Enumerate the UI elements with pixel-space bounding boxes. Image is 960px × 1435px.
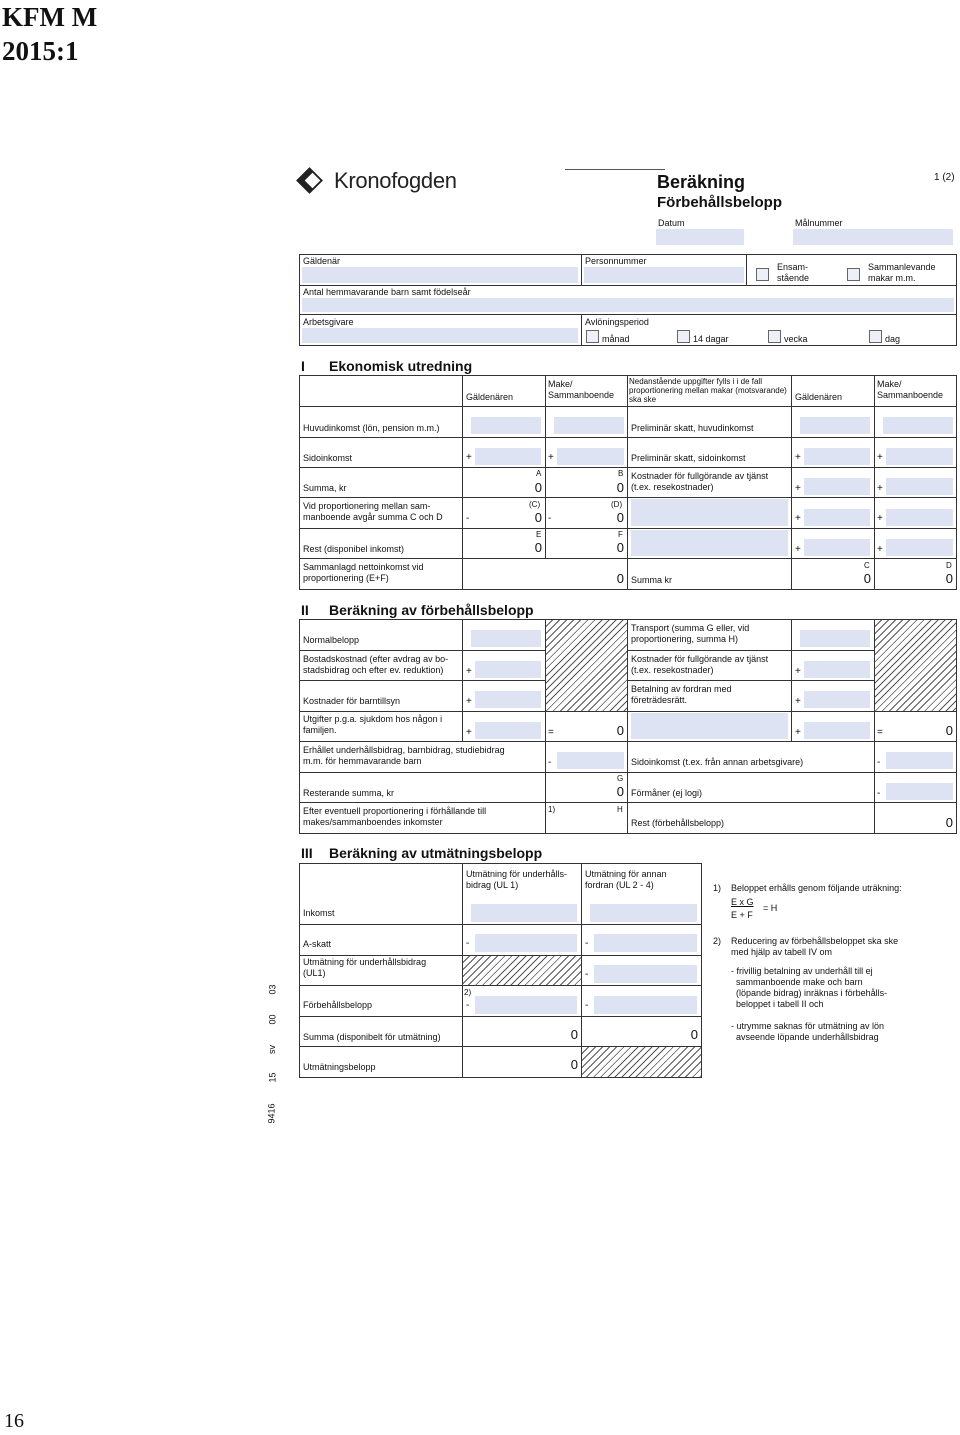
antal-barn-label: Antal hemmavarande barn samt födelseår [303,287,471,297]
side-code: 15 [267,1072,278,1083]
sign: + [795,483,801,494]
s1-kostnader-m[interactable] [886,478,953,495]
s1-prop-c: 0 [534,510,542,525]
period-dag-label: dag [885,334,901,344]
letter-d-paren: (D) [611,500,623,509]
section2-number: II [301,602,309,618]
sign: - [585,969,589,980]
section2-title: Beräkning av förbehållsbelopp [329,602,534,618]
arbetsgivare-label: Arbetsgivare [303,317,354,327]
letter-a: A [536,469,542,478]
letter-g: G [617,774,624,783]
sammanlevande-label: Sammanlevande makar m.m. [868,262,936,283]
s2-row-efter: Efter eventuell proportionering i förhållande till makes/sammanboendes inkomster [303,806,487,827]
s3-askatt-ul2[interactable] [594,934,697,952]
s2-row-normalbelopp: Normalbelopp [303,635,360,645]
s1-note: Nedanstående uppgifter fylls i i de fall proportionering mellan makar (motsvarande) ska ske [629,377,787,404]
period-manad-checkbox[interactable] [586,330,599,343]
sign: + [877,483,883,494]
footnote-2-ref: 2) [464,988,472,997]
sign: - [466,513,470,524]
s2-kostnader-field[interactable] [804,661,870,678]
note-2-number: 2) [713,936,722,946]
s3-forbehall-ul1[interactable] [475,996,577,1014]
hatched-cell [546,620,627,711]
galdenar-label: Gäldenär [303,256,341,266]
s1-sidoinkomst-g[interactable] [475,448,541,465]
s2-sidoinkomst-field[interactable] [886,752,953,769]
section3-number: III [301,845,313,861]
s2-row-barntillsyn: Kostnader för barntillsyn [303,696,401,706]
s2-row-utgifter: Utgifter p.g.a. sjukdom hos någon i familjen. [303,714,443,735]
s1-row-rest: Rest (disponibel inkomst) [303,544,405,554]
s3-row-utmatning-ul1: Utmätning för underhållsbidrag (UL1) [303,957,427,978]
s3-col-ul1: Utmätning för underhålls- bidrag (UL 1) [466,869,568,890]
section1-title: Ekonomisk utredning [329,358,473,374]
s3-inkomst-ul2[interactable] [590,904,697,922]
s1-summa-c: 0 [863,571,871,586]
sign: + [877,544,883,555]
s1-summa-d: 0 [945,571,953,586]
s1-row-sammanlagd: Sammanlagd nettoinkomst vid proportionering (E+F) [303,562,424,583]
s1-extra-field-2[interactable] [631,530,788,556]
kronofogden-logo [298,168,457,194]
s2-row-transport: Transport (summa G eller, vid proportionering, summa H) [631,623,750,644]
s2-row-resterande: Resterande summa, kr [303,788,395,798]
s1-col-galdenaren-right: Gäldenären [795,392,843,402]
sign: + [548,452,554,463]
sign: + [795,696,801,707]
form-title: Beräkning [657,172,746,192]
s2-transport-field[interactable] [800,630,870,647]
s1-row-summa-kr: Summa kr [631,575,673,585]
note-1-result: = H [763,903,778,913]
letter-d: D [946,561,952,570]
sign: - [585,938,589,949]
page-header [2,0,97,68]
s1-row-sidoinkomst: Sidoinkomst [303,453,353,463]
period-dag-checkbox[interactable] [869,330,882,343]
side-code: 9416 [266,1103,277,1124]
hatched-cell [875,620,956,711]
s2-row-erhallet: Erhållet underhållsbidrag, barnbidrag, studiebidrag m.m. för hemmavarande barn [303,745,505,766]
s1-row-prelskatt-huvud: Preliminär skatt, huvudinkomst [631,423,754,433]
s3-col-ul2: Utmätning för annan fordran (UL 2 - 4) [585,869,667,890]
sign: - [548,513,552,524]
note-2-bullet-2: - utrymme saknas för utmätning av lön avseende löpande underhållsbidrag [731,1021,885,1042]
s1-summa-a: 0 [534,480,542,495]
s3-utmatningsbelopp-ul1: 0 [570,1057,578,1072]
personnummer-field[interactable] [584,267,744,283]
sign: + [466,452,472,463]
s3-utmatning-ul2[interactable] [594,965,697,983]
sign: - [877,757,881,768]
sign: = [877,727,883,738]
s2-right-sum: 0 [945,723,953,738]
sign: - [466,938,470,949]
s2-extra-field[interactable] [631,713,788,739]
s1-sammanlagd-value: 0 [616,571,624,586]
s2-resterande-g: 0 [616,784,624,799]
s1-col-make-right: Make/ Sammanboende [877,379,944,400]
s1-prelskatt-sido-g[interactable] [804,448,870,465]
sign: + [466,666,472,677]
s2-row-sidoinkomst: Sidoinkomst (t.ex. från annan arbetsgivare) [631,757,804,767]
form-subtitle: Förbehållsbelopp [657,194,783,211]
s1-huvudinkomst-m[interactable] [554,417,624,434]
galdenar-field[interactable] [302,267,578,283]
period-vecka-label: vecka [784,334,808,344]
s2-row-rest: Rest (förbehållsbelopp) [631,818,725,828]
sign: + [795,452,801,463]
s2-utgifter-sum: 0 [616,723,624,738]
sign: + [795,544,801,555]
s1-col-make: Make/ Sammanboende [548,379,615,400]
letter-e: E [536,530,542,539]
letter-c-paren: (C) [529,500,541,509]
s2-rest-value: 0 [945,815,953,830]
sign: = [548,727,554,738]
s3-inkomst-ul1[interactable] [471,904,577,922]
s2-betalning-field[interactable] [804,691,870,708]
sign: - [585,1000,589,1011]
logo-text: Kronofogden [334,168,457,193]
s1-extra-m-2[interactable] [886,539,953,556]
s2-erhallet-field[interactable] [557,752,624,769]
sign: + [877,452,883,463]
note-1-text: Beloppet erhålls genom följande uträkning: [731,883,902,893]
s1-row-summa: Summa, kr [303,483,347,493]
antal-barn-field[interactable] [302,298,954,312]
s3-row-utmatningsbelopp: Utmätningsbelopp [303,1062,376,1072]
s2-utgifter-field[interactable] [475,722,541,739]
s1-prop-d: 0 [616,510,624,525]
ensam-checkbox[interactable] [756,268,769,281]
s1-extra-m-1[interactable] [886,509,953,526]
side-code: 03 [267,984,278,995]
page-of: 1 (2) [934,172,955,183]
sammanlevande-checkbox[interactable] [847,268,860,281]
s1-sidoinkomst-m[interactable] [557,448,624,465]
malnummer-field[interactable] [793,229,953,245]
s2-formaner-field[interactable] [886,783,953,800]
hatched-cell [582,1047,701,1077]
ensam-label: Ensam- stående [777,262,810,283]
s1-extra-field-1[interactable] [631,499,788,526]
letter-b: B [618,469,624,478]
datum-field[interactable] [656,229,744,245]
s1-col-galdenaren: Gäldenären [466,392,514,402]
sign: - [877,788,881,799]
footnote-1-ref: 1) [548,805,556,814]
s2-row-formaner: Förmåner (ej logi) [631,788,703,798]
hatched-cell [463,956,581,985]
s1-row-proportionering: Vid proportionering mellan sam- manboende avgår summa C och D [303,501,443,522]
header-line-2: 2015:1 [2,36,79,66]
period-manad-label: månad [602,334,630,344]
s1-kostnader-g[interactable] [804,478,870,495]
s1-prelskatt-sido-m[interactable] [886,448,953,465]
s1-summa-b: 0 [616,480,624,495]
s1-row-prelskatt-sido: Preliminär skatt, sidoinkomst [631,453,746,463]
s3-row-inkomst: Inkomst [303,908,335,918]
s1-rest-e: 0 [534,540,542,555]
s3-row-askatt: A-skatt [303,939,332,949]
header-line-1: KFM M [2,2,98,32]
s2-barntillsyn-field[interactable] [475,691,541,708]
section3-title: Beräkning av utmätningsbelopp [329,845,543,861]
s1-huvudinkomst-g[interactable] [471,417,541,434]
sign: + [466,727,472,738]
letter-c: C [864,561,870,570]
side-code: sv [267,1045,277,1054]
s1-rest-f: 0 [616,540,624,555]
s2-row-bostadskostnad: Bostadskostnad (efter avdrag av bo- stadsbidrag och efter ev. reduktion) [303,654,449,675]
sign: + [795,727,801,738]
s3-askatt-ul1[interactable] [475,934,577,952]
letter-f: F [618,530,623,539]
sign: + [466,696,472,707]
s3-summa-ul2: 0 [690,1027,698,1042]
s2-extra-g[interactable] [804,722,870,739]
personnummer-label: Personnummer [585,256,647,266]
arbetsgivare-field[interactable] [302,328,578,343]
side-code: 00 [267,1014,278,1025]
s3-row-forbehallsbelopp: Förbehållsbelopp [303,1000,373,1010]
divider [565,169,665,170]
section1-number: I [301,358,305,374]
letter-h: H [617,805,623,814]
period-14dagar-label: 14 dagar [693,334,729,344]
s3-forbehall-ul2[interactable] [594,996,697,1014]
s2-row-betalning: Betalning av fordran med företrädesrätt. [631,684,732,705]
period-14dagar-checkbox[interactable] [677,330,690,343]
note-1-numerator: E x G [731,897,754,907]
avloningsperiod-label: Avlöningsperiod [585,317,649,327]
note-1-denominator: E + F [731,910,753,920]
datum-label: Datum [658,218,685,228]
page-number: 16 [4,1410,24,1432]
s2-bostad-field[interactable] [475,661,541,678]
malnummer-label: Målnummer [795,218,843,228]
s1-extra-g-2[interactable] [804,539,870,556]
note-1-number: 1) [713,883,722,893]
s2-row-kostnader: Kostnader för fullgörande av tjänst (t.ex. resekostnader) [631,654,769,675]
s1-prelskatt-huvud-g[interactable] [800,417,870,434]
s3-row-summa: Summa (disponibelt för utmätning) [303,1032,441,1042]
s1-row-huvudinkomst: Huvudinkomst (lön, pension m.m.) [303,423,440,433]
period-vecka-checkbox[interactable] [768,330,781,343]
sign: - [548,757,552,768]
s2-normalbelopp-field[interactable] [471,630,541,647]
s1-extra-g-1[interactable] [804,509,870,526]
logo-diamond-icon [298,168,328,194]
sign: + [877,513,883,524]
note-2-text: Reducering av förbehållsbeloppet ska ske med hjälp av tabell IV om [731,936,899,957]
s1-prelskatt-huvud-m[interactable] [883,417,953,434]
sign: + [795,513,801,524]
s3-summa-ul1: 0 [570,1027,578,1042]
note-2-bullet-1: - frivillig betalning av underhåll till ej sammanboende make och barn (löpande bidrag) inräknas i förbehålls- beloppet i tabell II och [731,966,888,1009]
s1-row-kostnader: Kostnader för fullgörande av tjänst (t.ex. resekostnader) [631,471,769,492]
sign: + [795,666,801,677]
sign: - [466,1000,470,1011]
